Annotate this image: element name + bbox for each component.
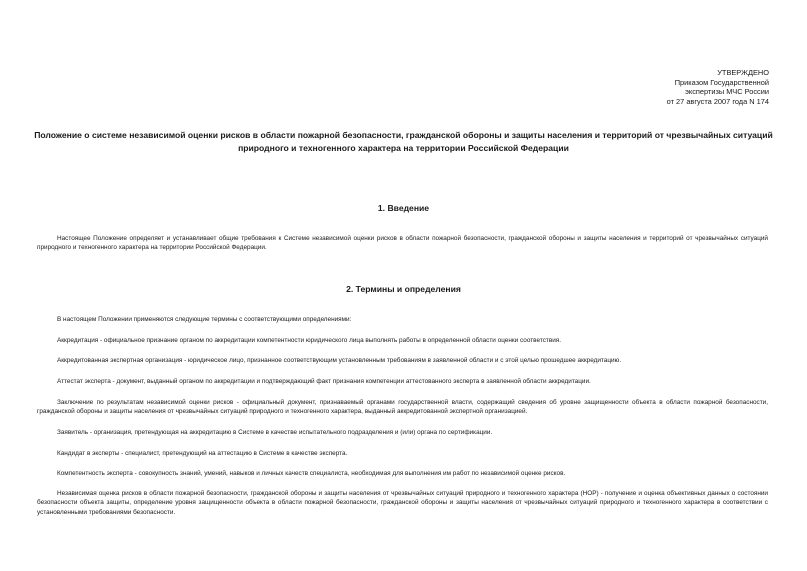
term-expert-candidate: Кандидат в эксперты - специалист, претендующий на аттестацию в Системе в качестве эксперта. <box>57 450 348 457</box>
term-conclusion: Заключение по результатам независимой оценки рисков - официальный документ, признаваемый органами государственной власти, содержащий сведения об уровне защищенности объекта в области пожарной безопасности, гражданской обороны и защиты населения от чрезвычайных ситуаций природного и техногенного характера, выданный аккредитованной экспертной организацией. <box>37 399 768 416</box>
section-heading-terms: 2. Термины и определения <box>346 284 461 294</box>
approval-line: экспертизы МЧС России <box>685 87 769 97</box>
approval-line: от 27 августа 2007 года N 174 <box>666 96 769 106</box>
approval-stamp <box>667 68 769 106</box>
document-title: Положение о системе независимой оценки рисков в области пожарной безопасности, гражданской обороны и защиты населения и территорий от чрезвычайных ситуаций природного и техногенного характера на территории Российской Федерации <box>34 130 773 153</box>
approval-line: Приказом Государственной <box>674 77 769 87</box>
approval-line: УТВЕРЖДЕНО <box>717 68 769 77</box>
section-heading-introduction: 1. Введение <box>377 203 430 213</box>
term-expert-competence: Компетентность эксперта - совокупность знаний, умений, навыков и личных качеств специалиста, необходимая для выполнения им работ по независимой оценке рисков. <box>57 470 566 477</box>
introduction-paragraph: Настоящее Положение определяет и устанавливает общие требования к Системе независимой оценки рисков в области пожарной безопасности, гражданской обороны и защиты населения и территорий от чрезвычайных ситуаций природного и техногенного характера на территории Российской Федерации. <box>37 235 768 252</box>
term-accreditation: Аккредитация - официальное признание органом по аккредитации компетентности юридического лица выполнять работы в определенной области оценки соответствия. <box>57 337 562 344</box>
term-independent-risk-assessment: Независимая оценка рисков в области пожарной безопасности, гражданской обороны и защиты населения от чрезвычайных ситуаций природного и техногенного характера (НОР) - получение и оценка объективных данных о состоянии безопасности объекта защиты, определение уровня защищенности объекта в области пожарной безопасности, гражданской обороны и защиты населения от чрезвычайных ситуаций природного и техногенного характера в соответствии с установленными требованиями безопасности. <box>37 490 768 516</box>
terms-intro-paragraph: В настоящем Положении применяются следующие термины с соответствующими определениями: <box>57 316 352 323</box>
term-expert-certificate: Аттестат эксперта - документ, выданный органом по аккредитации и подтверждающий факт признания компетенции аттестованного эксперта в заявленной области аккредитации. <box>57 378 591 385</box>
term-accredited-organization: Аккредитованная экспертная организация - юридическое лицо, признанное соответствующим установленным требованиям в заявленной области и с этой целью прошедшее аккредитацию. <box>57 357 622 364</box>
term-applicant: Заявитель - организация, претендующая на аккредитацию в Системе в качестве испытательного подразделения и (или) органа по сертификации. <box>57 429 493 436</box>
